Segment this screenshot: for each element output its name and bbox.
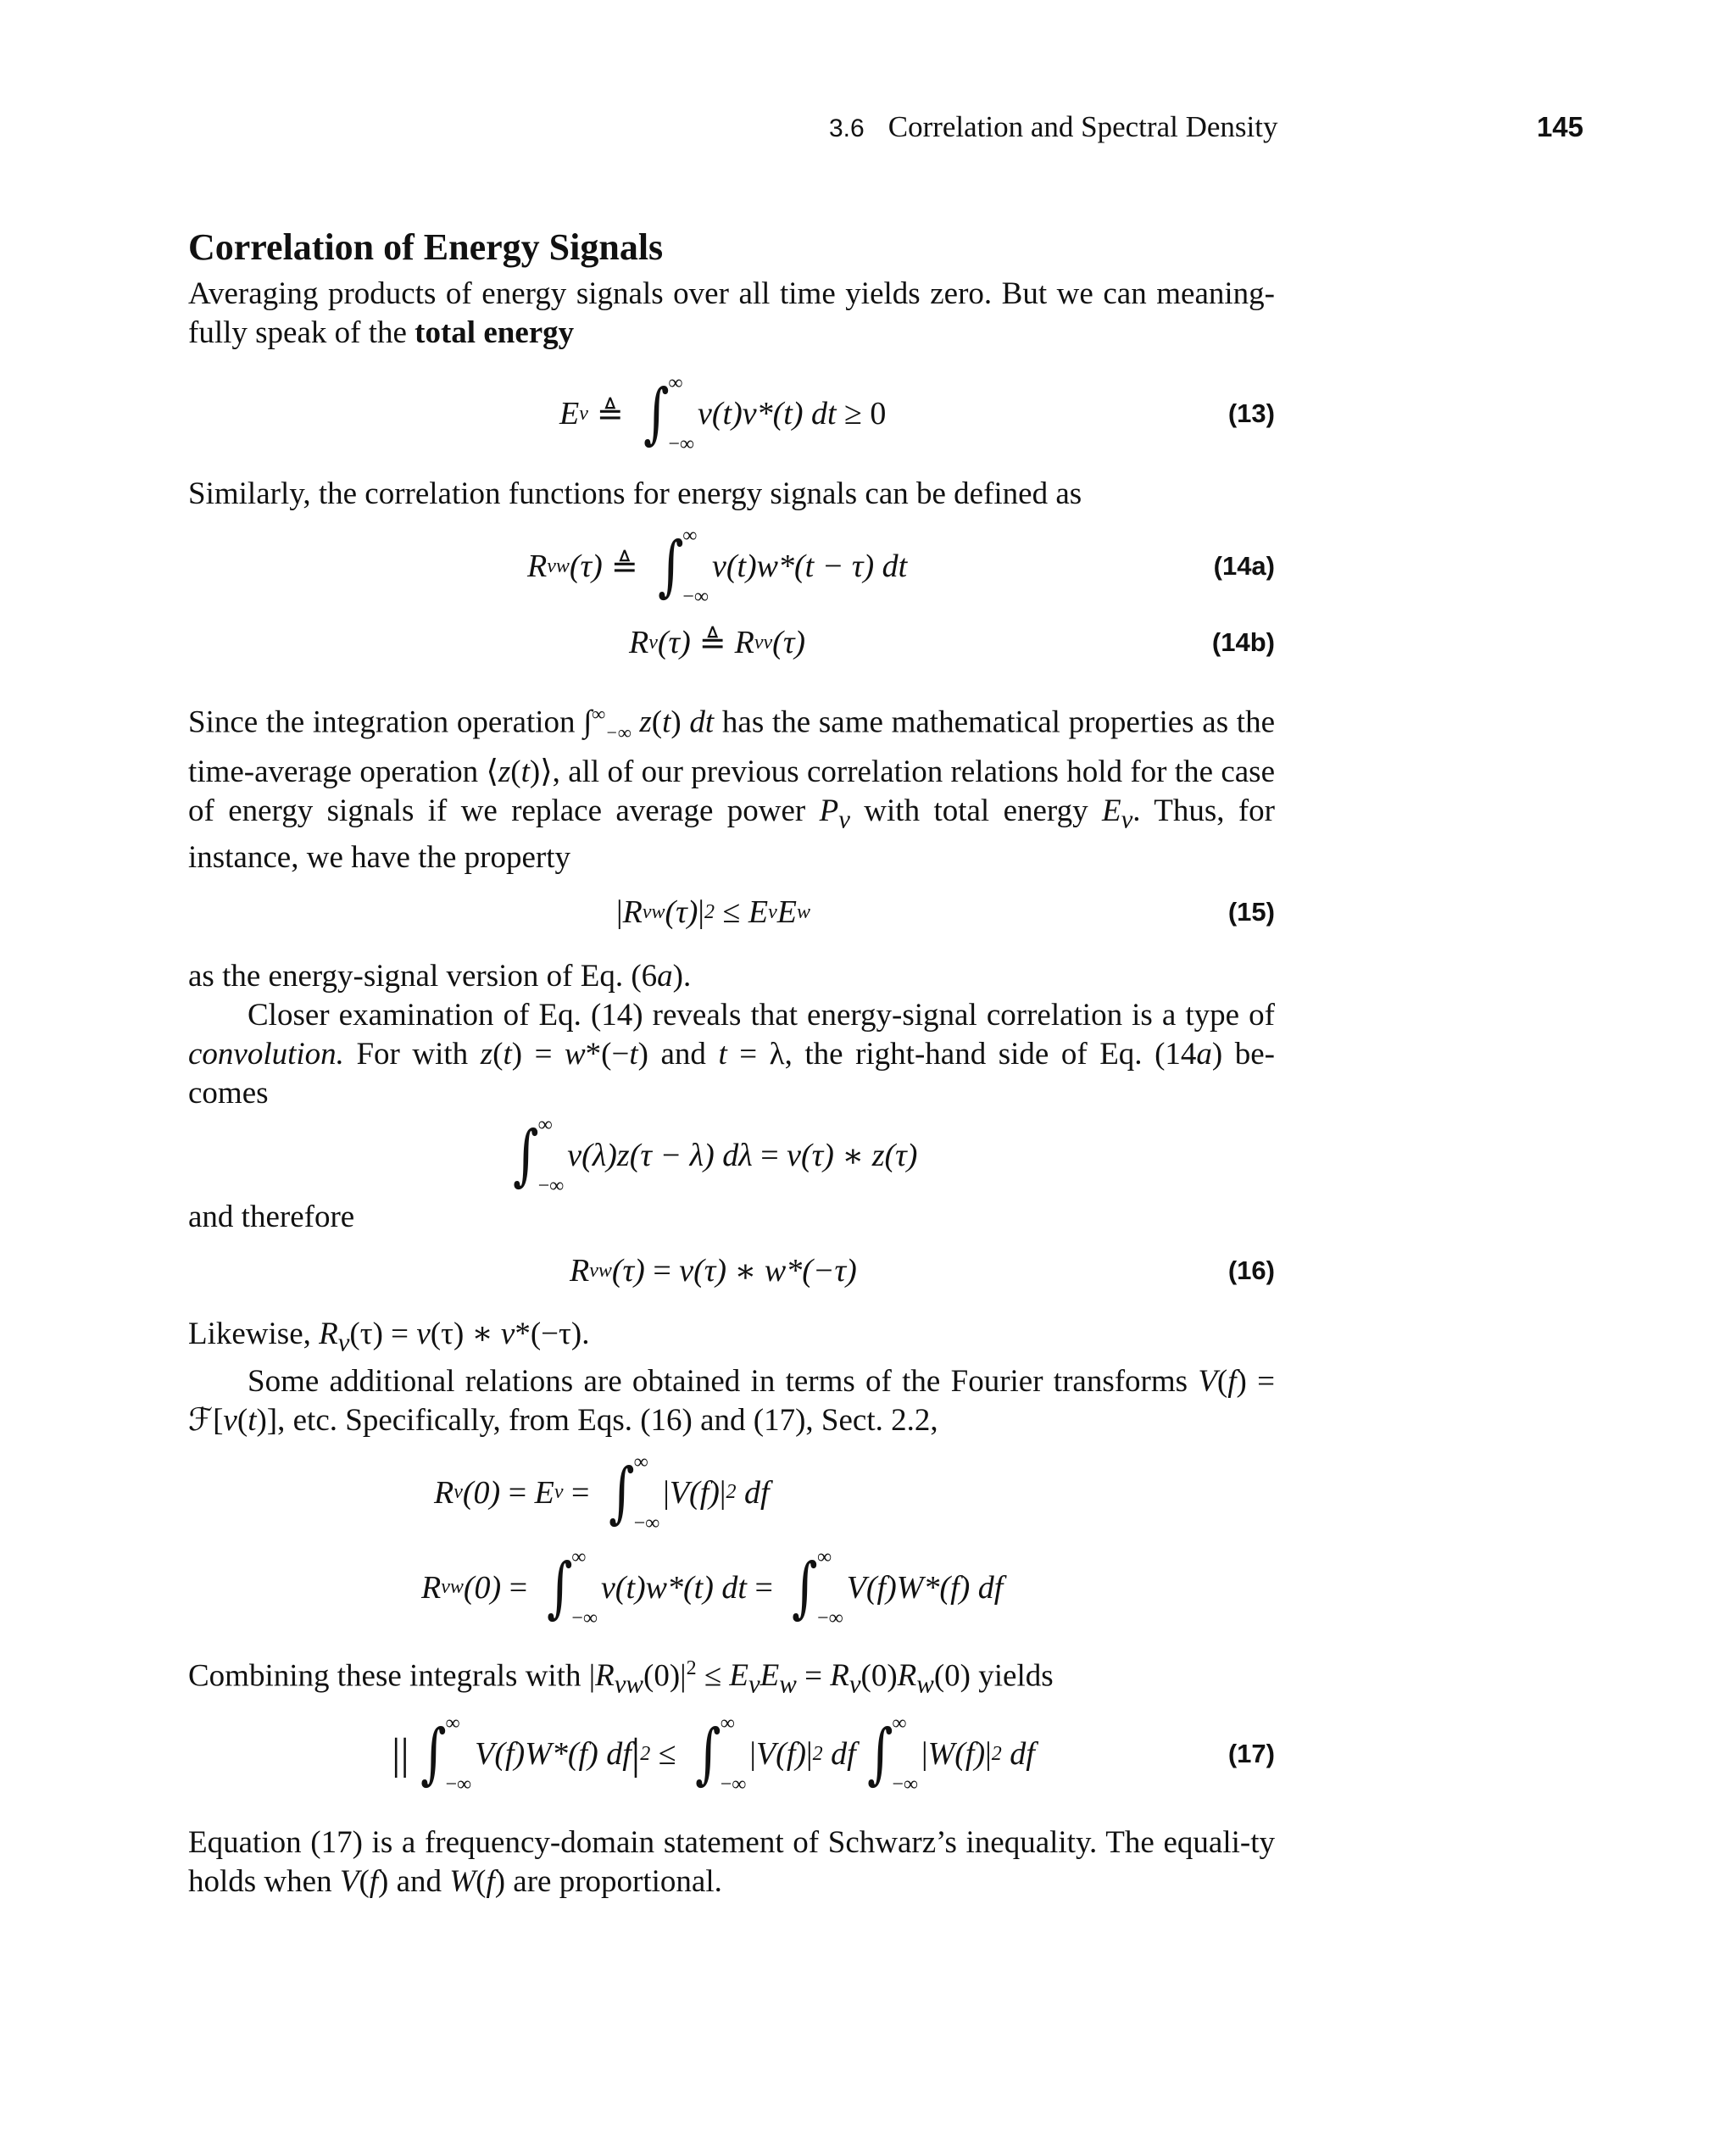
equation-number-14b: (14b) (1211, 627, 1275, 657)
paragraph-integration-operation: Since the integration operation $\int^\infty_{-\infty}$ z(t) dt has the same mathematical properties as the time-average operation ⟨z(t)⟩, all of our previous correlation relations hold for the case of energy signals if we replace average power $P_v$ with total energy $E_v$. Thus, for instance, we have the property (188, 704, 1276, 876)
equation-convolution: ∫ ∞ −∞ v(λ)z(τ − λ) dλ = v(τ) ∗ z(τ) (513, 1114, 918, 1198)
equation-parseval-energy: R v (0) = E v = ∫ ∞ −∞ | V(f) | 2 df (434, 1450, 770, 1534)
running-head (829, 109, 1592, 146)
equation-number-15: (15) (1227, 897, 1275, 927)
paragraph-convolution: Closer examination of Eq. (14) reveals that energy-signal correlation is a type of convolution. For with z(t) = w*(−t) and t = λ, the right-hand side of Eq. (14a) be-comes (188, 998, 1275, 1111)
equation-13: E v ≜ ∫ ∞ −∞ v(t)v*(t) dt ≥ 0 (13) (559, 372, 1275, 455)
paragraph-therefore: and therefore (188, 1200, 355, 1235)
paragraph-schwarz: Equation (17) is a frequency-domain statement of Schwarz’s inequality. The equali-ty holds when V(f) and W(f) are proportional. (188, 1825, 1275, 1900)
equation-17: || ∫ ∞ −∞ V(f)W*(f) df | 2 ≤ ∫ ∞ −∞ | V(f) | 2 df ∫ ∞ −∞ | W(f) | 2 df (17) (188, 1703, 1275, 1805)
equation-number-17: (17) (1227, 1739, 1275, 1769)
equation-15: | R vw (τ) | 2 ≤ E v E w (15) (188, 877, 1275, 947)
section-number: 3.6 (829, 114, 865, 142)
equation-number-13: (13) (1227, 398, 1275, 428)
equation-number-16: (16) (1227, 1255, 1275, 1286)
page-number: 145 (1536, 111, 1583, 142)
equation-14a: R vw (τ) ≜ ∫ ∞ −∞ v(t)w*(t − τ) dt (14a) (527, 525, 1275, 608)
equation-number-14a: (14a) (1213, 551, 1275, 581)
section-title-header: Correlation and Spectral Density (887, 110, 1278, 143)
paragraph-energy-version: as the energy-signal version of Eq. (6a). (188, 959, 692, 994)
equation-16: R vw (τ) = v(τ) ∗ w*(−τ) (16) (188, 1237, 1275, 1305)
paragraph-correlation-def: Similarly, the correlation functions for energy signals can be defined as (188, 476, 1082, 511)
equation-parseval-cross: R vw (0) = ∫ ∞ −∞ v(t)w*(t) dt = ∫ ∞ −∞ V(f)W*(f) df (421, 1545, 1004, 1629)
equation-14b: R v (τ) ≜ R vv (τ) (14b) (188, 609, 1275, 676)
paragraph-intro: Averaging products of energy signals over all time yields zero. But we can meaning-fully speak of the total energy (188, 276, 1275, 350)
paragraph-fourier: Some additional relations are obtained in terms of the Fourier transforms V(f) = ℱ[v(t)], etc. Specifically, from Eqs. (16) and (17), Sect. 2.2, (188, 1363, 1275, 1438)
section-heading: Correlation of Energy Signals (188, 226, 664, 268)
paragraph-likewise: Likewise, $R_v(\tau) = v(\tau)$ ∗ v*(−τ). (188, 1317, 590, 1357)
paragraph-combining: Combining these integrals with $|R_{vw}(0)|^2 \le E_vE_w = R_v(0)R_w(0)$ yields (188, 1656, 1054, 1699)
main-content (188, 222, 1275, 1901)
